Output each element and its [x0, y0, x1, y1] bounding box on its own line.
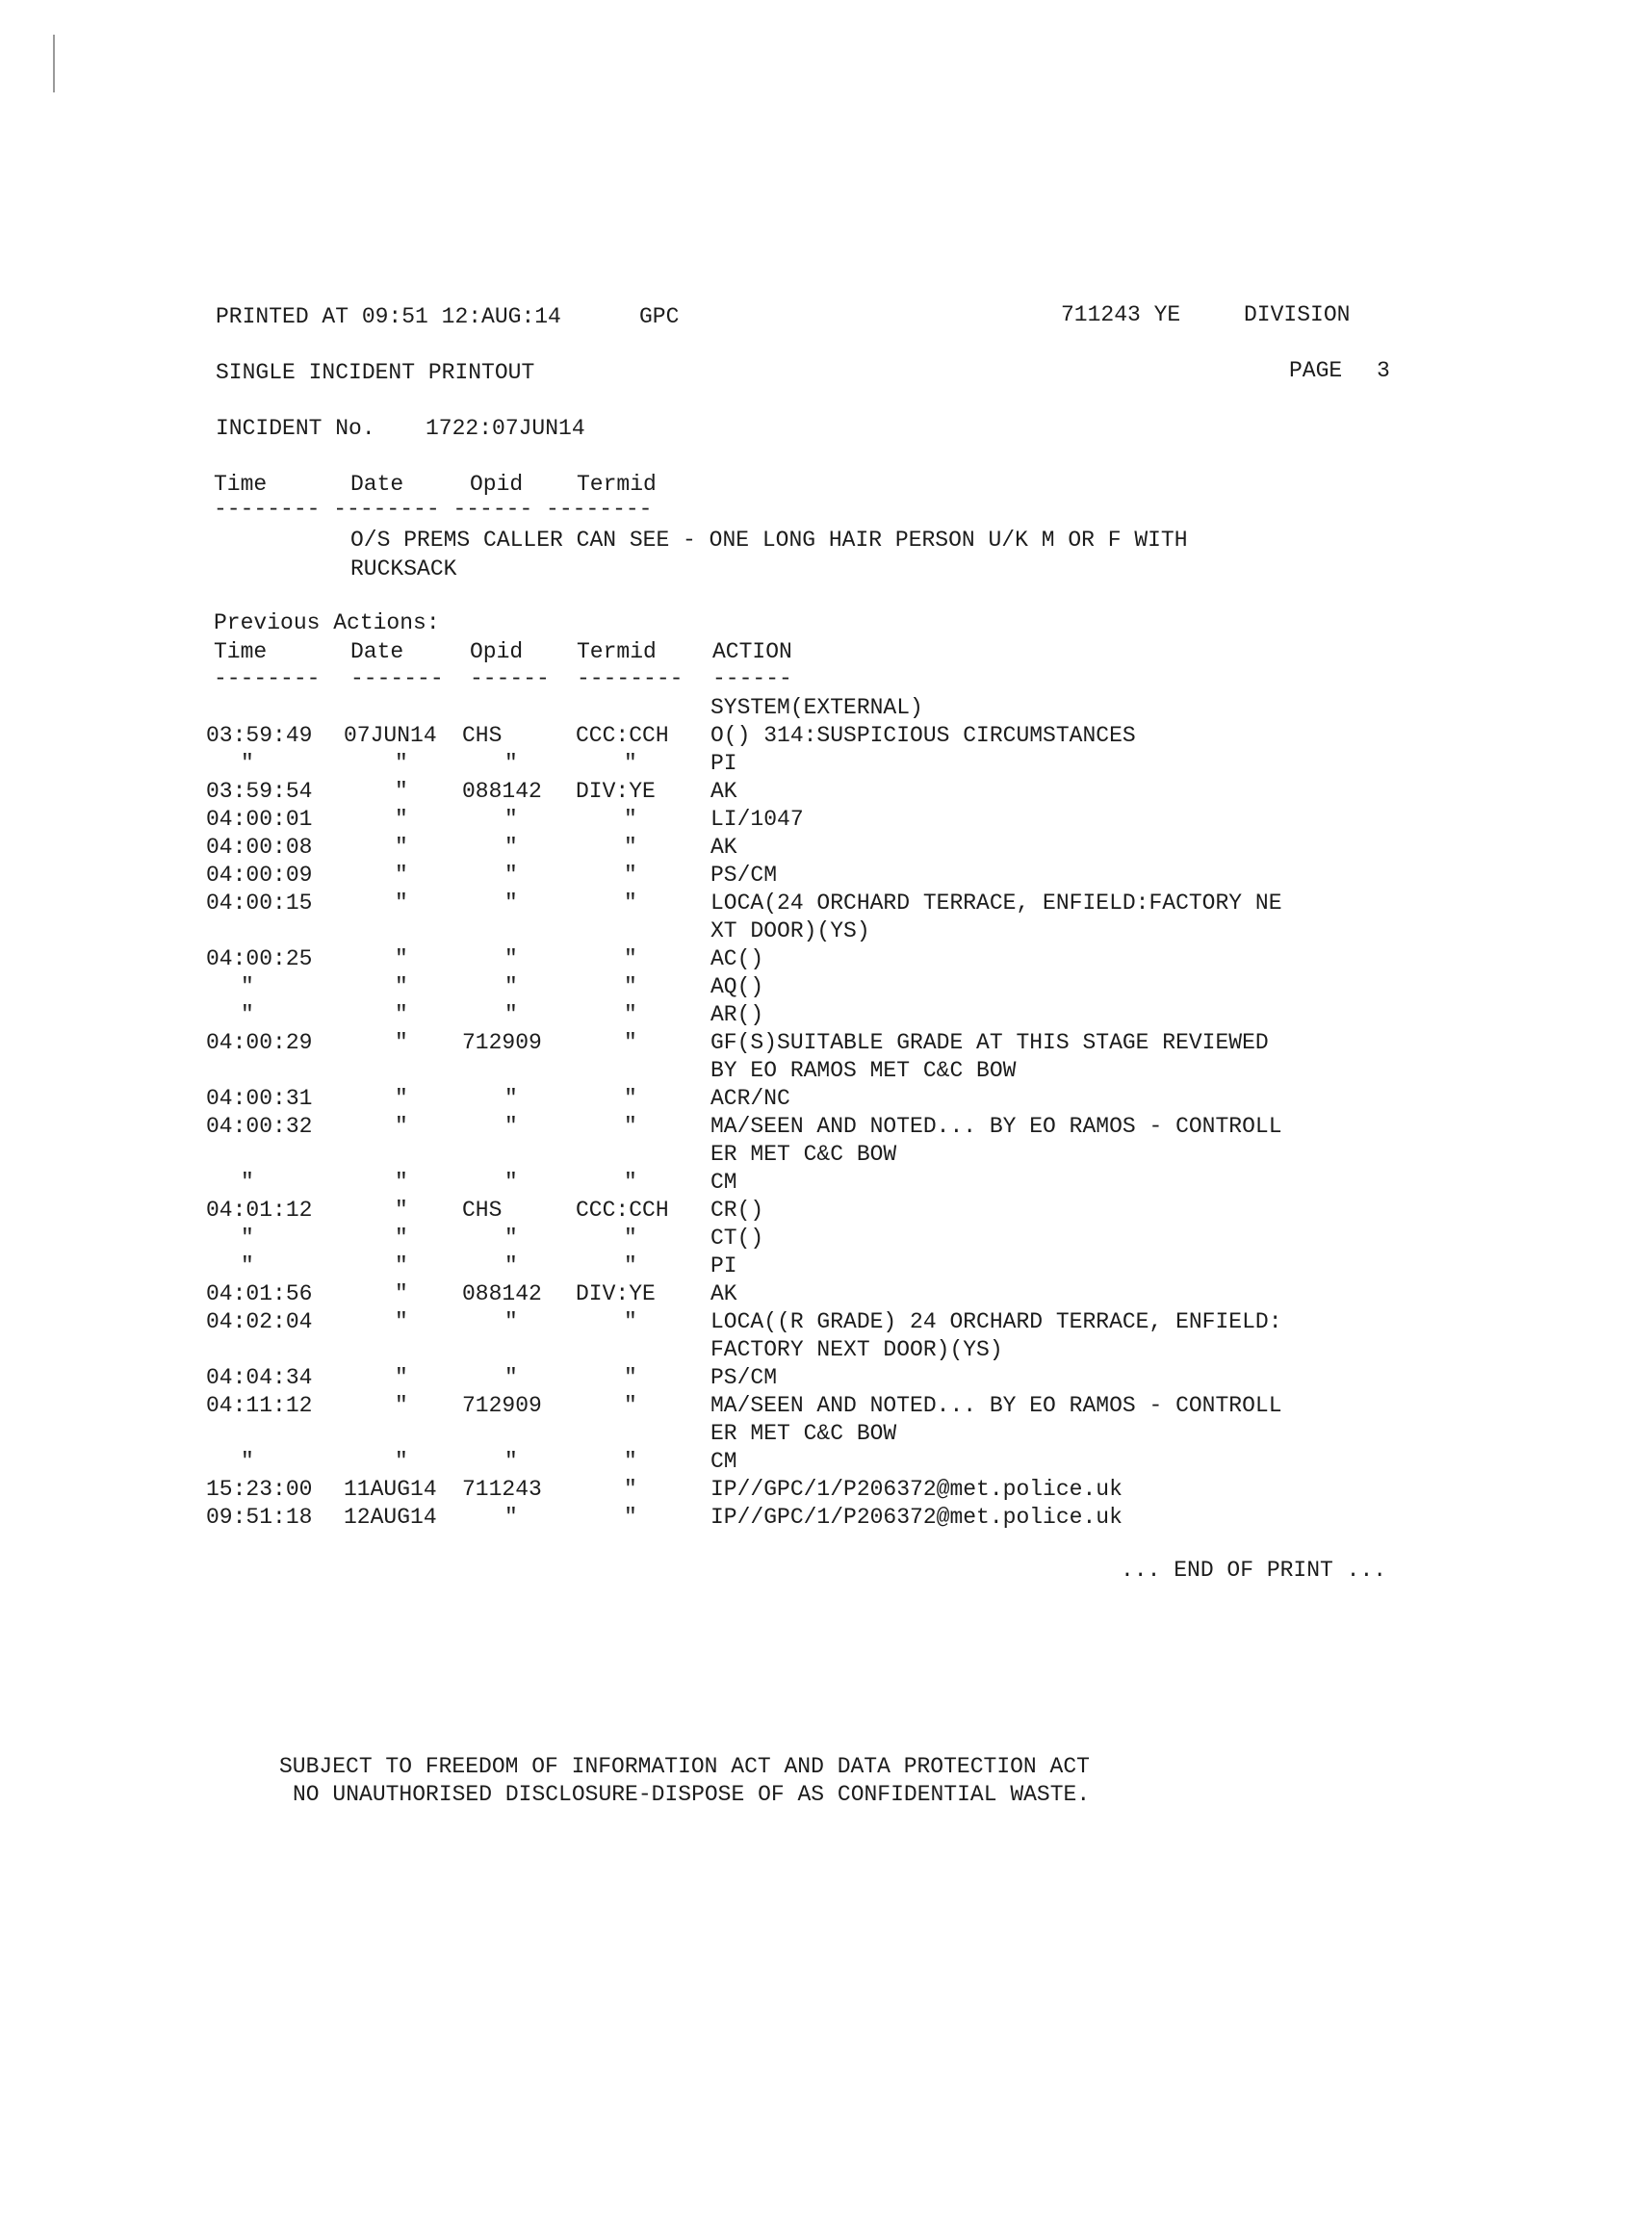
col-header-date: Date — [350, 472, 404, 497]
log-opid: " — [504, 1505, 518, 1530]
log-date: " — [395, 1114, 408, 1139]
log-action: AK — [710, 1281, 737, 1306]
log-header-rule: -------- — [577, 666, 684, 691]
log-opid: CHS — [462, 1198, 503, 1223]
log-time: " — [241, 1002, 254, 1027]
log-time: 04:00:29 — [206, 1030, 313, 1055]
log-termid: " — [624, 863, 637, 888]
log-termid: " — [624, 807, 637, 832]
col-header-time: Time — [214, 472, 268, 497]
col-header-opid: Opid — [470, 472, 524, 497]
log-action: IP//GPC/1/P206372@met.police.uk — [710, 1477, 1123, 1502]
log-header-action: ACTION — [712, 639, 792, 664]
log-date: " — [395, 974, 408, 999]
end-of-print: ... END OF PRINT ... — [1121, 1558, 1387, 1583]
log-time: " — [241, 1226, 254, 1251]
log-time: 04:00:08 — [206, 835, 313, 860]
log-date: 12AUG14 — [344, 1505, 437, 1530]
log-opid: CHS — [462, 723, 503, 748]
log-action: ER MET C&C BOW — [710, 1142, 897, 1167]
log-action: GF(S)SUITABLE GRADE AT THIS STAGE REVIEWED — [710, 1030, 1269, 1055]
log-opid: " — [504, 807, 518, 832]
log-opid: 088142 — [462, 1281, 542, 1306]
log-date: " — [395, 1170, 408, 1195]
log-date: " — [395, 863, 408, 888]
log-action: ER MET C&C BOW — [710, 1421, 897, 1446]
disclosure-notice-line: SUBJECT TO FREEDOM OF INFORMATION ACT AND DATA PROTECTION ACT — [279, 1754, 1090, 1779]
log-action: PI — [710, 1253, 737, 1278]
page-number: 3 — [1377, 358, 1390, 383]
incident-description-line: O/S PREMS CALLER CAN SEE - ONE LONG HAIR PERSON U/K M OR F WITH — [350, 528, 1188, 553]
log-opid: " — [504, 1449, 518, 1474]
log-action: AR() — [710, 1002, 764, 1027]
log-action: O() 314:SUSPICIOUS CIRCUMSTANCES — [710, 723, 1136, 748]
log-action: FACTORY NEXT DOOR)(YS) — [710, 1337, 1003, 1362]
log-opid: " — [504, 1309, 518, 1334]
log-time: 04:04:34 — [206, 1365, 313, 1390]
log-opid: " — [504, 1170, 518, 1195]
log-header-rule: ------- — [350, 666, 444, 691]
log-action: PS/CM — [710, 863, 778, 888]
log-termid: " — [624, 1253, 637, 1278]
log-time: 04:00:01 — [206, 807, 313, 832]
log-termid: " — [624, 974, 637, 999]
log-time: 04:00:25 — [206, 946, 313, 971]
log-date: 11AUG14 — [344, 1477, 437, 1502]
log-date: " — [395, 1309, 408, 1334]
log-opid: 712909 — [462, 1030, 542, 1055]
log-time: 04:00:09 — [206, 863, 313, 888]
log-opid: 712909 — [462, 1393, 542, 1418]
log-header-rule: ------ — [470, 666, 550, 691]
incident-description-line: RUCKSACK — [350, 556, 457, 581]
page-label: PAGE — [1289, 358, 1343, 383]
log-time: 15:23:00 — [206, 1477, 313, 1502]
disclosure-notice-line: NO UNAUTHORISED DISCLOSURE-DISPOSE OF AS CONFIDENTIAL WASTE. — [293, 1782, 1091, 1807]
log-date: " — [395, 1226, 408, 1251]
log-date: " — [395, 807, 408, 832]
incident-number: 1722:07JUN14 — [426, 416, 585, 441]
log-time: 04:11:12 — [206, 1393, 313, 1418]
log-action: IP//GPC/1/P206372@met.police.uk — [710, 1505, 1123, 1530]
log-opid: " — [504, 974, 518, 999]
log-header-rule: ------ — [712, 666, 792, 691]
log-opid: " — [504, 1002, 518, 1027]
log-termid: " — [624, 1030, 637, 1055]
log-date: " — [395, 891, 408, 916]
log-header-termid: Termid — [577, 639, 657, 664]
log-termid: CCC:CCH — [576, 1198, 669, 1223]
log-time: 04:02:04 — [206, 1309, 313, 1334]
log-time: " — [241, 974, 254, 999]
log-termid: " — [624, 835, 637, 860]
log-termid: DIV:YE — [576, 779, 656, 804]
log-termid: CCC:CCH — [576, 723, 669, 748]
log-action: PI — [710, 751, 737, 776]
log-action: CR() — [710, 1198, 764, 1223]
log-termid: " — [624, 1393, 637, 1418]
log-termid: " — [624, 1505, 637, 1530]
log-opid: " — [504, 835, 518, 860]
log-date: " — [395, 1365, 408, 1390]
log-action: MA/SEEN AND NOTED... BY EO RAMOS - CONTROLL — [710, 1114, 1282, 1139]
log-action: LOCA(24 ORCHARD TERRACE, ENFIELD:FACTORY NE — [710, 891, 1282, 916]
log-action: AQ() — [710, 974, 764, 999]
log-date: " — [395, 1030, 408, 1055]
log-time: 04:01:12 — [206, 1198, 313, 1223]
log-termid: " — [624, 1309, 637, 1334]
system-code: GPC — [639, 304, 680, 329]
log-termid: " — [624, 1449, 637, 1474]
log-action: SYSTEM(EXTERNAL) — [710, 695, 923, 720]
log-termid: " — [624, 891, 637, 916]
log-action: LI/1047 — [710, 807, 804, 832]
log-termid: " — [624, 1477, 637, 1502]
log-action: BY EO RAMOS MET C&C BOW — [710, 1058, 1017, 1083]
log-opid: " — [504, 1114, 518, 1139]
log-opid: " — [504, 1253, 518, 1278]
log-time: 09:51:18 — [206, 1505, 313, 1530]
incident-label: INCIDENT No. — [216, 416, 375, 441]
log-action: LOCA((R GRADE) 24 ORCHARD TERRACE, ENFIELD: — [710, 1309, 1282, 1334]
log-header-date: Date — [350, 639, 404, 664]
col-header-rule: -------- -------- ------ -------- — [214, 497, 653, 522]
log-termid: " — [624, 1114, 637, 1139]
log-termid: " — [624, 751, 637, 776]
log-date: " — [395, 946, 408, 971]
log-time: 04:00:32 — [206, 1114, 313, 1139]
log-action: CM — [710, 1170, 737, 1195]
log-action: AC() — [710, 946, 764, 971]
log-date: " — [395, 1086, 408, 1111]
log-termid: DIV:YE — [576, 1281, 656, 1306]
log-date: " — [395, 1281, 408, 1306]
log-action: AK — [710, 835, 737, 860]
previous-actions-label: Previous Actions: — [214, 610, 440, 635]
log-action: CT() — [710, 1226, 764, 1251]
log-time: 04:00:31 — [206, 1086, 313, 1111]
log-termid: " — [624, 946, 637, 971]
col-header-termid: Termid — [577, 472, 657, 497]
log-action: AK — [710, 779, 737, 804]
log-termid: " — [624, 1226, 637, 1251]
log-action: MA/SEEN AND NOTED... BY EO RAMOS - CONTROLL — [710, 1393, 1282, 1418]
log-date: " — [395, 1253, 408, 1278]
log-time: 04:00:15 — [206, 891, 313, 916]
log-opid: 711243 — [462, 1477, 542, 1502]
log-time: " — [241, 1253, 254, 1278]
log-date: " — [395, 1002, 408, 1027]
log-time: 03:59:49 — [206, 723, 313, 748]
log-date: 07JUN14 — [344, 723, 437, 748]
log-opid: " — [504, 946, 518, 971]
log-date: " — [395, 1449, 408, 1474]
log-header-opid: Opid — [470, 639, 524, 664]
printed-at: PRINTED AT 09:51 12:AUG:14 — [216, 304, 561, 329]
log-action: PS/CM — [710, 1365, 778, 1390]
log-termid: " — [624, 1002, 637, 1027]
log-time: " — [241, 1449, 254, 1474]
log-time: " — [241, 1170, 254, 1195]
log-action: CM — [710, 1449, 737, 1474]
log-action: XT DOOR)(YS) — [710, 918, 870, 943]
log-time: 03:59:54 — [206, 779, 313, 804]
log-opid: " — [504, 1365, 518, 1390]
log-termid: " — [624, 1170, 637, 1195]
scan-edge-mark — [53, 35, 55, 92]
log-opid: " — [504, 863, 518, 888]
log-opid: " — [504, 751, 518, 776]
division-label: DIVISION — [1244, 302, 1351, 327]
document-title: SINGLE INCIDENT PRINTOUT — [216, 360, 535, 385]
log-termid: " — [624, 1086, 637, 1111]
log-opid: " — [504, 891, 518, 916]
log-action: ACR/NC — [710, 1086, 790, 1111]
log-date: " — [395, 779, 408, 804]
log-termid: " — [624, 1365, 637, 1390]
log-date: " — [395, 1393, 408, 1418]
log-date: " — [395, 1198, 408, 1223]
log-opid: " — [504, 1086, 518, 1111]
log-date: " — [395, 835, 408, 860]
log-opid: " — [504, 1226, 518, 1251]
log-opid: 088142 — [462, 779, 542, 804]
log-header-rule: -------- — [214, 666, 321, 691]
user-id: 711243 YE — [1061, 302, 1181, 327]
log-time: " — [241, 751, 254, 776]
log-time: 04:01:56 — [206, 1281, 313, 1306]
log-date: " — [395, 751, 408, 776]
log-header-time: Time — [214, 639, 268, 664]
